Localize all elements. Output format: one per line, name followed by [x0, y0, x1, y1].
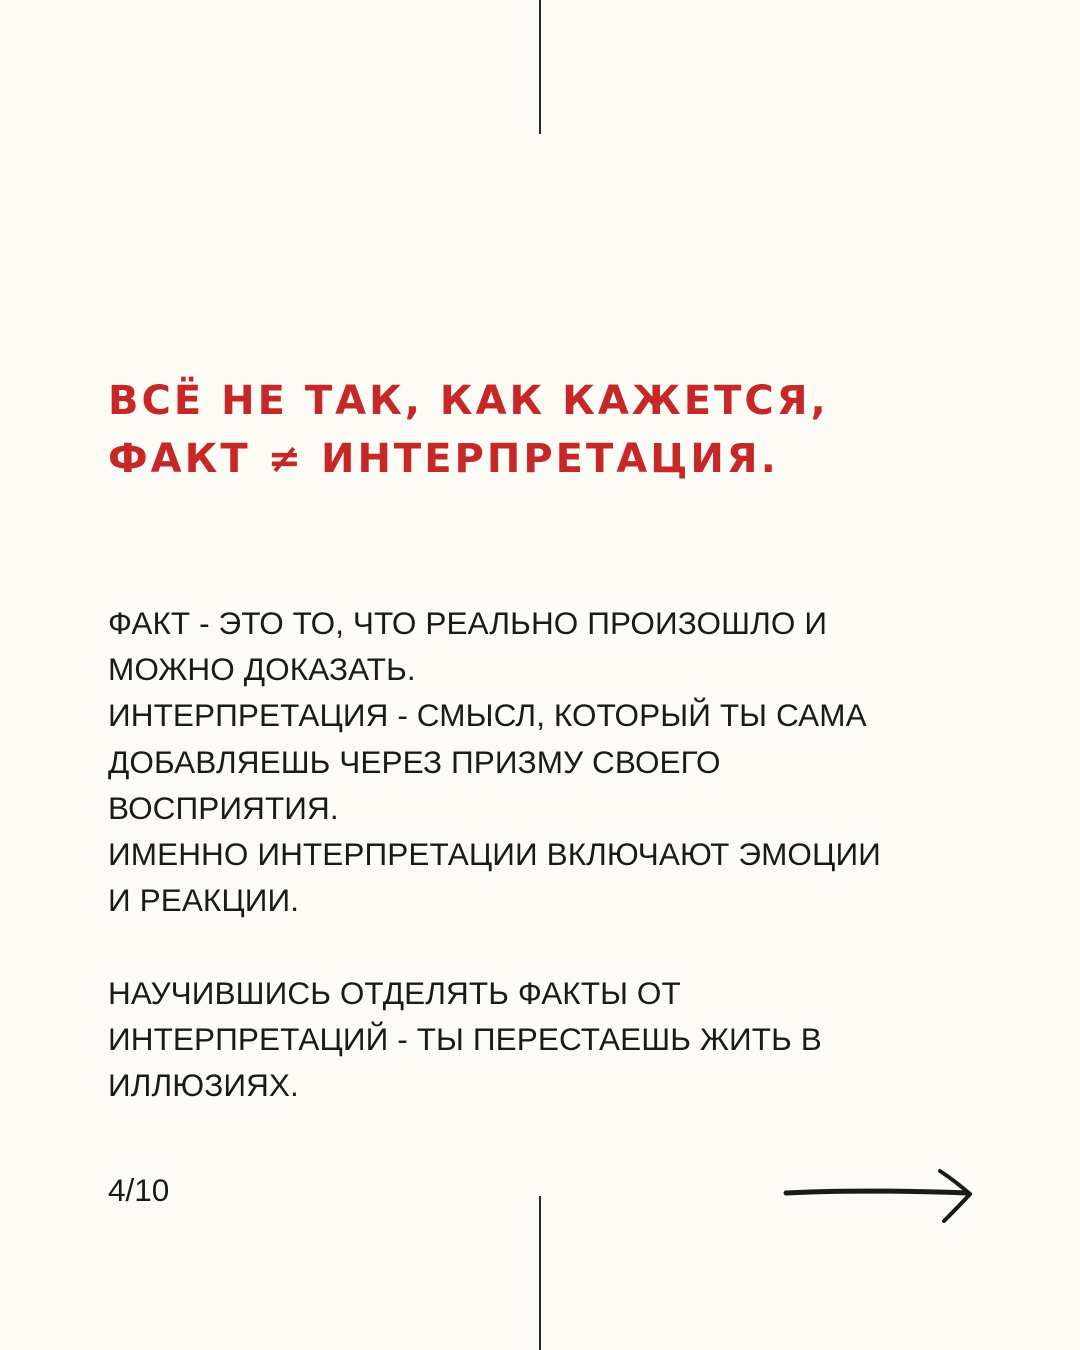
body-line: ВОСПРИЯТИЯ. — [108, 789, 339, 826]
body-line: ДОБАВЛЯЕШЬ ЧЕРЕЗ ПРИЗМУ СВОЕГО — [108, 743, 721, 780]
body-line: ИМЕННО ИНТЕРПРЕТАЦИИ ВКЛЮЧАЮТ ЭМОЦИИ — [108, 836, 881, 873]
body-text — [108, 600, 988, 1108]
body-line: МОЖНО ДОКАЗАТЬ. — [108, 651, 416, 688]
paragraph-gap — [108, 923, 988, 969]
body-line: И РЕАКЦИИ. — [108, 882, 300, 919]
next-button[interactable] — [780, 1163, 980, 1227]
headline-line-1: ВСЁ НЕ ТАК, КАК КАЖЕТСЯ, — [108, 378, 829, 424]
top-divider-line — [539, 0, 541, 134]
body-line: ИЛЛЮЗИЯХ. — [108, 1067, 299, 1104]
headline-line-2: ФАКТ ≠ ИНТЕРПРЕТАЦИЯ. — [108, 436, 779, 482]
body-line: ИНТЕРПРЕТАЦИЯ - СМЫСЛ, КОТОРЫЙ ТЫ САМА — [108, 697, 867, 734]
headline — [108, 372, 1008, 488]
arrow-right-icon — [780, 1163, 980, 1227]
body-line: ИНТЕРПРЕТАЦИЙ - ТЫ ПЕРЕСТАЕШЬ ЖИТЬ В — [108, 1020, 822, 1057]
body-line: НАУЧИВШИСЬ ОТДЕЛЯТЬ ФАКТЫ ОТ — [108, 974, 681, 1011]
page-counter: 4/10 — [108, 1172, 170, 1208]
body-line: ФАКТ - ЭТО ТО, ЧТО РЕАЛЬНО ПРОИЗОШЛО И — [108, 605, 828, 641]
bottom-divider-line — [539, 1196, 541, 1350]
